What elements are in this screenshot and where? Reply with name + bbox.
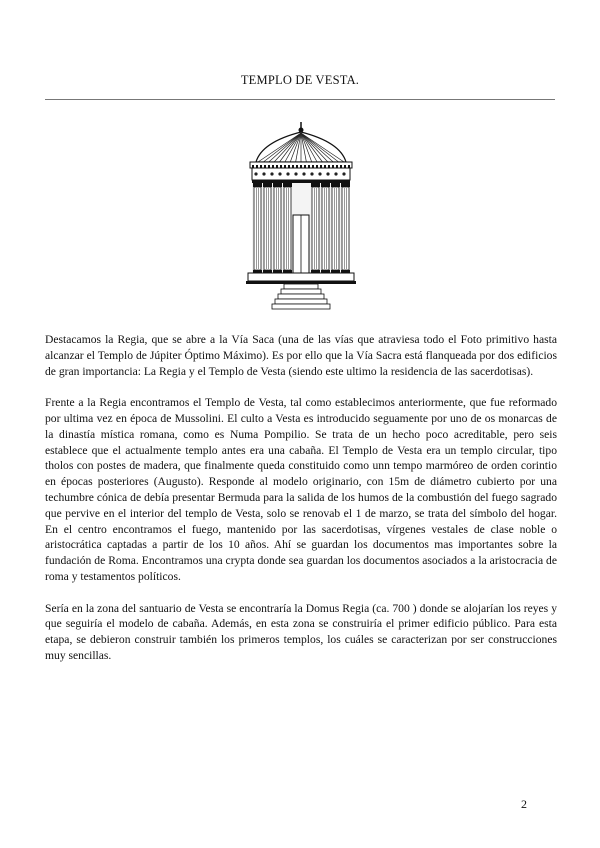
page-number: 2 — [521, 797, 527, 811]
column — [263, 183, 272, 273]
column — [283, 183, 292, 273]
temple-step — [278, 294, 324, 299]
column — [331, 183, 340, 273]
column — [253, 183, 262, 273]
temple-step — [272, 304, 330, 309]
paragraph-domus-regia: Sería en la zona del santuario de Vesta se encontraría la Domus Regia (ca. 700 ) donde se alojarían los reyes y que seguiría el modelo de cabaña. Además, en esta zona se construiría el primer edificio público. Para esta etapa, se debieron construir también los primeros templos, los cuáles se caracterizan por ser construcciones muy sencillas. — [45, 601, 557, 662]
title-divider — [45, 99, 555, 100]
column — [311, 183, 320, 273]
column — [341, 183, 350, 273]
temple-step — [281, 289, 321, 294]
column — [273, 183, 282, 273]
temple-step — [275, 299, 327, 304]
podium — [248, 273, 354, 281]
paragraph-templo-vesta: Frente a la Regia encontramos el Templo de Vesta, tal como establecimos anteriormente, que fue reformado por ultima vez en época de Mussolini. El culto a Vesta es introducido seguamente por uno de os monarcas de la dinastía mística romana, como es Numa Pompilio. Se trata de un hecho poco acreditable, pero seis establece que el actualmente templo antes era una cabaña. El Templo de Vesta era un templo circular, tipo tholos con postes de madera, que finalmente queda constituido como unn tempo marmóreo de orden corintio en épocas posteriores (Augusto). Responde al modelo originario, con 15m de diámetro cubierto por una techumbre cónica de debía presentar Bermuda para la salida de los humos de la combustión del fuego sagrado que pervive en el interior del templo de Vesta, solo se renovab el 1 de marzo, se trata del símbolo del hogar. En el centro encontramos el fuego, mantenido por las sacerdotisas, vírgenes vestales de clase noble o aristocrática captadas a partir de los 10 años. Ahí se guardan los documentos mas importantes sobre la fundación de Roma. Encontramos una crypta donde sea guardan los documentos asociados a la aristocracia de roma y testamentos políticos. — [45, 396, 557, 583]
paragraph-regia: Destacamos la Regia, que se abre a la Vía Saca (una de las vías que atraviesa todo el Foto primitivo hasta alcanzar el Templo de Júpiter Óptimo Máximo). Es por ello que la Vía Sacra está flanqueada por dos edificios de gran importancia: La Regia y el Templo de Vesta (siendo este ultimo la residencia de las sacerdotisas). — [45, 333, 557, 378]
page-title: TEMPLO DE VESTA. — [240, 73, 360, 87]
column — [321, 183, 330, 273]
temple-step — [284, 284, 318, 289]
temple-illustration — [240, 120, 362, 312]
body-text — [45, 332, 557, 680]
